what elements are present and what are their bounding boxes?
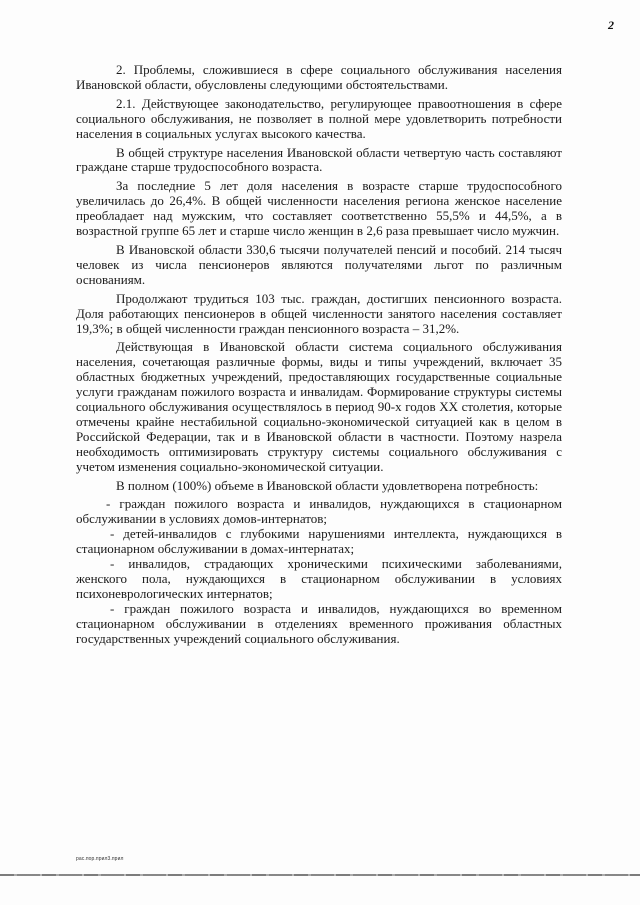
paragraph-fully-satisfied-need: В полном (100%) объеме в Ивановской области удовлетворена потребность: (116, 477, 539, 493)
paragraph-pension-recipients: В Ивановской области 330,6 тысячи получателей пенсий и пособий. 214 тысяч человек из числа пенсионеров являются получателями льгот по различным основаниям. (76, 241, 562, 287)
paragraph-heading-2: 2. Проблемы, сложившиеся в сфере социального обслуживания населения Ивановской области, обусловлены следующими обстоятельствами. (76, 62, 562, 92)
paragraph-2-1: 2.1. Действующее законодательство, регулирующее правоотношения в сфере социального обслуживания, не позволяет в полной мере удовлетворить потребности населения в социальных услугах высокого качества. (76, 95, 562, 141)
footer-file-label: рас.пор.прил3.прил (76, 856, 124, 862)
list-item: - граждан пожилого возраста и инвалидов, нуждающихся в стационарном обслуживании в условиях домов-интернатов; (76, 496, 562, 527)
paragraph-population-structure: В общей структуре населения Ивановской области четвертую часть составляют граждане старше трудоспособного возраста. (76, 144, 562, 175)
list-item: - детей-инвалидов с глубокими нарушениями интеллекта, нуждающихся в стационарном обслуживании в домах-интернатах; (76, 526, 562, 557)
paragraph-working-pensioners: Продолжают трудиться 103 тыс. граждан, достигших пенсионного возраста. Доля работающих пенсионеров в общей численности занятого населения составляет 19,3%; в общей численности граждан пенсионного возраста – 31,2%. (76, 290, 562, 336)
paragraph-social-service-system: Действующая в Ивановской области система социального обслуживания населения, сочетающая различные формы, виды и типы учреждений, включает 35 областных бюджетных учреждений, предоставляющих государственные социальные услуги гражданам пожилого возраста и инвалидам. Формирование структуры системы социального обслуживания осуществлялось в период 90-х годов XX столетия, которые отмечены крайне нестабильной социально-экономической ситуацией как в целом в Российской Федерации, так и в Ивановской области в частности. Поэтому назрела необходимость оптимизировать структуру системы социального обслуживания с учетом изменения социально-экономической ситуации. (76, 339, 562, 474)
list-item: - граждан пожилого возраста и инвалидов, нуждающихся во временном стационарном обслуживании в отделениях временного проживания областных государственных учреждений социального обслуживания. (76, 600, 562, 646)
page-number: 2 (608, 18, 614, 32)
scan-edge-line (0, 874, 640, 876)
body-text (76, 63, 562, 647)
paragraph-population-share: За последние 5 лет доля населения в возрасте старше трудоспособного увеличилась до 26,4%. В общей численности населения региона женское население преобладает над мужским, что составляет соответственно 55,5% и 44,5%, а в возрастной группе 65 лет и старше число женщин в 2,6 раза превышает число мужчин. (76, 178, 562, 239)
list-item: - инвалидов, страдающих хроническими психическими заболеваниями, женского пола, нуждающихся в стационарном обслуживании в условиях психоневрологических интернатов; (76, 556, 562, 601)
